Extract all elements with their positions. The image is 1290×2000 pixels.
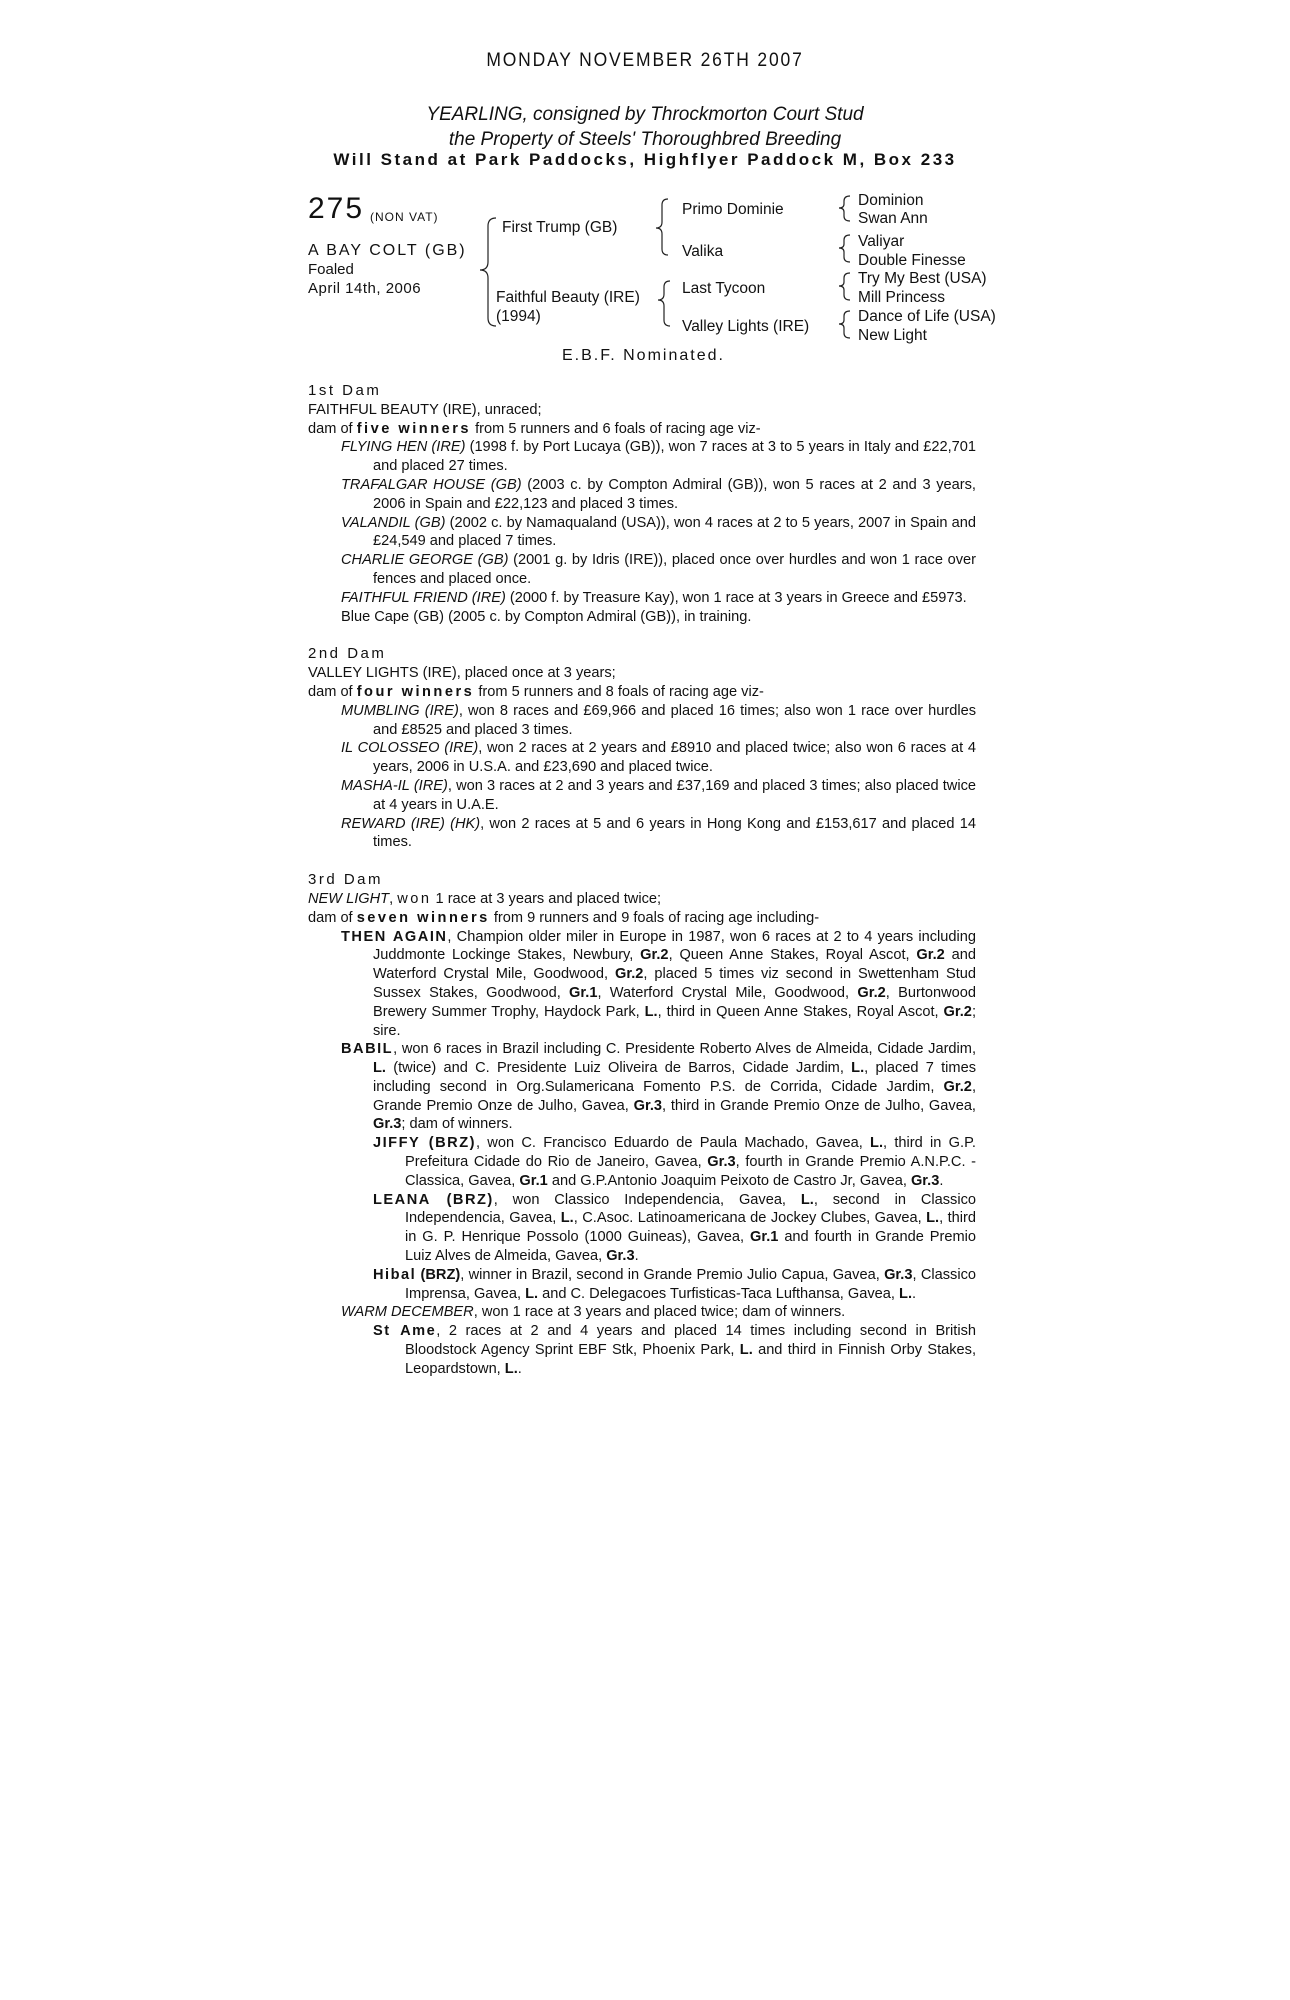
text-run: ; dam of winners. (401, 1116, 513, 1133)
produce-warm-december (308, 1303, 976, 1322)
sire-bracket (656, 199, 668, 255)
text-run: , second in Classico Independencia, Gavea, (405, 1191, 976, 1227)
grade: Gr.1 (569, 984, 598, 1001)
produce-text: (2000 f. by Treasure Kay), won 1 race at 3 years in Greece and £5973. (505, 589, 967, 606)
grade: L. (800, 1191, 814, 1208)
grade: L. (525, 1285, 539, 1302)
second-dam-name: VALLEY LIGHTS (IRE), placed once at 3 years; (308, 665, 616, 682)
text-run: . (517, 1360, 522, 1377)
produce-st-ame (308, 1322, 976, 1378)
text-run: , placed 5 times viz second in Swettenham Stud Sussex Stakes, Goodwood, (373, 966, 977, 1001)
text-run: , Queen Anne Stakes, Royal Ascot, (668, 947, 917, 964)
text-run: , Grande Premio Onze de Julho, Gavea, (373, 1078, 976, 1114)
text-run: , won 1 race at 3 years and placed twice; dam of winners. (473, 1304, 846, 1321)
first-dam-record (308, 420, 976, 439)
produce-entry (308, 702, 976, 740)
produce-text: , won 3 races at 2 and 3 years and £37,169 and placed 3 times; also placed twice at 4 years in U.A.E. (373, 777, 976, 813)
gen3-1: Dominion (858, 192, 924, 209)
produce-jiffy (308, 1134, 976, 1190)
text-run: , third in G. P. Henrique Possolo (1000 Guineas), Gavea, (405, 1210, 977, 1246)
grade: Gr.3 (633, 1097, 663, 1114)
produce-text: (2001 g. by Idris (IRE)), placed once over hurdles and won 1 race over fences and placed once. (373, 552, 976, 587)
produce-entry (308, 815, 976, 853)
main-bracket (480, 218, 496, 326)
text-run: , Champion older miler in Europe in 1987, won 6 races at 2 to 4 years including Juddmonte Lockinge Stakes, Newbury, (373, 928, 976, 964)
gen3-4: Double Finesse (858, 252, 966, 269)
g-bracket-2 (839, 235, 850, 262)
produce-name: IL COLOSSEO (IRE) (341, 740, 479, 757)
grade: L. (870, 1135, 884, 1152)
dam-dam: Valley Lights (IRE) (682, 318, 810, 335)
dam-year: (1994) (496, 308, 541, 325)
text-run: dam of (308, 909, 353, 926)
second-dam-record (308, 683, 976, 702)
winners-count: five winners (356, 420, 472, 437)
produce-name: BABIL (341, 1041, 394, 1058)
gen3-5: Try My Best (USA) (858, 270, 987, 287)
text-run: and C. Delegacoes Turfisticas-Taca Lufthansa, Gavea, (538, 1285, 900, 1302)
text-run: , (389, 890, 398, 907)
text-run: won (397, 890, 432, 907)
grade: L. (739, 1342, 753, 1359)
g-bracket-3 (839, 273, 850, 300)
grade: Gr.3 (707, 1154, 736, 1171)
lot-number: 275 (308, 192, 365, 225)
third-dam-record (308, 909, 976, 928)
produce-babil (308, 1040, 976, 1134)
g-bracket-4 (839, 311, 850, 338)
catalogue-body (308, 382, 976, 1379)
produce-entry (308, 739, 976, 777)
grade: L. (644, 1003, 658, 1020)
grade: Gr.3 (606, 1248, 635, 1265)
produce-entry (308, 777, 976, 815)
grade: Gr.3 (884, 1266, 913, 1283)
first-dam-heading: 1st Dam (308, 382, 382, 399)
foaled-date: April 14th, 2006 (308, 280, 422, 297)
sale-date: MONDAY NOVEMBER 26TH 2007 (486, 50, 804, 71)
gen3-6: Mill Princess (858, 289, 945, 306)
g-bracket-1 (839, 196, 850, 221)
grade: Gr.1 (519, 1172, 548, 1189)
text-run: dam of (308, 420, 353, 437)
produce-suffix: (BRZ) (416, 1266, 461, 1283)
sire-dam: Valika (682, 243, 724, 260)
stand-location: Will Stand at Park Paddocks, Highflyer Paddock M, Box 233 (333, 150, 957, 169)
produce-entry (308, 438, 976, 476)
produce-entry (308, 589, 976, 608)
produce-name: MASHA-IL (IRE) (341, 777, 448, 794)
text-run: , 2 races at 2 and 4 years and placed 14 times including second in British Bloodstock Agency Sprint EBF Stk, Phoenix Park, (405, 1323, 976, 1359)
text-run: ; sire. (373, 1003, 976, 1039)
text-run: , fourth in Grande Premio A.N.P.C. - Classica, Gavea, (405, 1154, 976, 1189)
dam-name: Faithful Beauty (IRE) (496, 289, 640, 306)
text-run: from 5 runners and 6 foals of racing age viz- (475, 420, 761, 437)
produce-name: MUMBLING (IRE) (341, 702, 459, 719)
produce-text: , won 8 races and £69,966 and placed 16 times; also won 1 race over hurdles and £8525 and placed 3 times. (373, 702, 976, 738)
produce-text: , won 2 races at 5 and 6 years in Hong Kong and £153,617 and placed 14 times. (373, 815, 977, 851)
text-run: and G.P.Antonio Joaquim Peixoto de Castro Jr, Gavea, (547, 1172, 911, 1189)
produce-name: CHARLIE GEORGE (GB) (341, 552, 509, 569)
text-run: . (634, 1248, 639, 1265)
text-run: , third in G.P. Prefeitura Cidade do Rio de Janeiro, Gavea, (405, 1135, 976, 1171)
produce-name: TRAFALGAR HOUSE (GB) (341, 476, 522, 493)
grade: Gr.2 (640, 947, 669, 964)
grade: Gr.3 (373, 1116, 402, 1133)
text-run: , won C. Francisco Eduardo de Paula Machado, Gavea, (475, 1135, 871, 1152)
text-run: , Burtonwood Brewery Summer Trophy, Haydock Park, (373, 984, 976, 1020)
text-run: 1 race at 3 years and placed twice; (431, 890, 662, 907)
produce-name: Hibal (373, 1266, 417, 1283)
produce-name: LEANA (BRZ) (373, 1191, 494, 1208)
produce-name: FAITHFUL FRIEND (IRE) (341, 589, 506, 606)
pedigree-brackets (0, 0, 1290, 360)
text-run: , Classico Imprensa, Gavea, (405, 1266, 976, 1302)
produce-entry (308, 551, 976, 589)
produce-text: (2002 c. by Namaqualand (USA)), won 4 races at 2 to 5 years, 2007 in Spain and £24,549 and placed 7 times. (373, 514, 977, 550)
produce-then-again (308, 928, 976, 1041)
grade: Gr.2 (943, 1003, 972, 1020)
grade: L. (373, 1060, 386, 1077)
horse-description: A BAY COLT (GB) (308, 242, 467, 259)
ebf-nominated: E.B.F. Nominated. (562, 347, 725, 364)
grade: Gr.2 (857, 984, 886, 1001)
text-run: , winner in Brazil, second in Grande Premio Julio Capua, Gavea, (460, 1266, 885, 1283)
text-run: . (939, 1172, 944, 1189)
text-run: from 5 runners and 8 foals of racing age viz- (478, 683, 764, 700)
grade: Gr.2 (943, 1078, 972, 1095)
produce-name: REWARD (IRE) (HK) (341, 815, 481, 832)
produce-entry: Blue Cape (GB) (2005 c. by Compton Admiral (GB)), in training. (341, 608, 752, 625)
foaled-label: Foaled (308, 261, 354, 278)
produce-text: (1998 f. by Port Lucaya (GB)), won 7 races at 3 to 5 years in Italy and £22,701 and placed 27 times. (373, 439, 977, 475)
produce-name: FLYING HEN (IRE) (341, 439, 466, 456)
gen3-2: Swan Ann (858, 210, 928, 227)
grade: L. (926, 1210, 940, 1227)
grade: L. (560, 1210, 574, 1227)
produce-entry (308, 514, 976, 552)
grade: Gr.3 (910, 1172, 940, 1189)
produce-text: (2003 c. by Compton Admiral (GB)), won 5 races at 2 and 3 years, 2006 in Spain and £22,123 and placed 3 times. (373, 476, 976, 512)
text-run: , third in Grande Premio Onze de Julho, Gavea, (662, 1097, 976, 1114)
produce-name: VALANDIL (GB) (341, 514, 446, 531)
grade: L. (504, 1360, 518, 1377)
spacer (308, 852, 976, 871)
grade: Gr.2 (614, 966, 644, 983)
grade: Gr.2 (916, 947, 945, 964)
grade: L. (899, 1285, 913, 1302)
dam-sire: Last Tycoon (682, 280, 766, 297)
text-run: , Waterford Crystal Mile, Goodwood, (597, 984, 858, 1001)
winners-count: seven winners (356, 909, 490, 926)
winners-count: four winners (356, 683, 475, 700)
text-run: , won Classico Independencia, Gavea, (493, 1191, 801, 1208)
vat-status: (NON VAT) (370, 210, 439, 224)
produce-name: St Ame (373, 1323, 437, 1340)
first-dam-name: FAITHFUL BEAUTY (IRE), unraced; (308, 401, 542, 418)
third-dam-heading: 3rd Dam (308, 871, 384, 889)
second-dam-produce (308, 702, 976, 852)
grade: L. (851, 1060, 865, 1077)
spacer (308, 626, 976, 645)
dam-bracket (658, 281, 670, 326)
first-dam-produce (308, 438, 976, 626)
second-dam-heading: 2nd Dam (308, 645, 387, 663)
text-run: (twice) and C. Presidente Luiz Oliveira de Barros, Cidade Jardim, (385, 1060, 852, 1077)
produce-text: , won 2 races at 2 years and £8910 and placed twice; also won 6 races at 4 years, 2006 in U.S.A. and £23,690 and placed twice. (373, 740, 976, 776)
sire-sire: Primo Dominie (682, 201, 784, 218)
text-run: and Waterford Crystal Mile, Goodwood, (373, 947, 976, 983)
sire-name: First Trump (GB) (502, 219, 618, 236)
text-run: , C.Asoc. Latinoamericana de Jockey Clubes, Gavea, (573, 1210, 927, 1227)
produce-name: WARM DECEMBER (341, 1304, 474, 1321)
produce-name: THEN AGAIN (341, 928, 448, 945)
text-run: from 9 runners and 9 foals of racing age including- (493, 909, 820, 926)
property-line: the Property of Steels' Thoroughbred Breeding (448, 129, 842, 150)
text-run: and third in Finnish Orby Stakes, Leopardstown, (405, 1342, 977, 1377)
gen3-3: Valiyar (858, 233, 905, 250)
third-dam-horse: NEW LIGHT (308, 890, 390, 907)
produce-leana (308, 1191, 976, 1266)
text-run: and fourth in Grande Premio Luiz Alves de Almeida, Gavea, (405, 1229, 976, 1265)
text-run: . (912, 1285, 917, 1302)
consignor-line: YEARLING, consigned by Throckmorton Court Stud (426, 104, 864, 125)
produce-name: JIFFY (BRZ) (373, 1135, 476, 1152)
gen3-7: Dance of Life (USA) (858, 308, 996, 325)
text-run: , won 6 races in Brazil including C. Presidente Roberto Alves de Almeida, Cidade Jardim, (393, 1041, 976, 1058)
grade: Gr.1 (749, 1229, 779, 1246)
text-run: dam of (308, 683, 353, 700)
text-run: , third in Queen Anne Stakes, Royal Ascot, (657, 1003, 944, 1020)
third-dam-name (308, 890, 976, 909)
produce-entry (308, 476, 976, 514)
produce-hibal (308, 1266, 976, 1304)
text-run: , placed 7 times including second in Org.Sulamericana Fomento P.S. de Corrida, Cidade Jardim, (373, 1060, 976, 1095)
gen3-8: New Light (858, 327, 927, 344)
